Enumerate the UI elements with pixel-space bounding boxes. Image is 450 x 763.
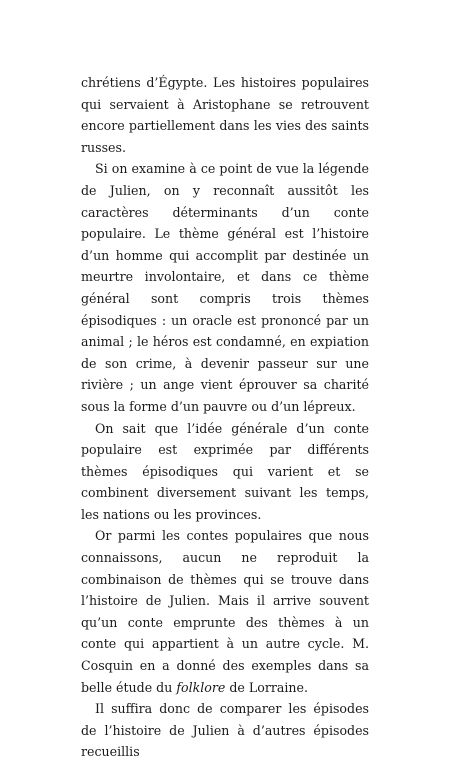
paragraph-4-text-before: Or parmi les contes populaires que nous connaissons, aucun ne reproduit la combinaison de thèmes qui se trouve dans l’histoire de Julien. Mais il arrive souvent qu’un conte emprunte des thèmes à un conte qui appartient à un autre cycle. M. Cosquin en a donné des exemples dans sa belle étude du xyxy=(81,528,369,695)
paragraph-1: chrétiens d’Égypte. Les histoires populaires qui servaient à Aristophane se retrouvent encore partiellement dans les vies des saints russes. xyxy=(81,75,369,155)
page-body xyxy=(81,72,369,763)
paragraph-4 xyxy=(81,525,369,698)
paragraph-3: On sait que l’idée générale d’un conte populaire est exprimée par différents thèmes épisodiques qui varient et se combinent diversement suivant les temps, les nations ou les provinces. xyxy=(81,420,369,522)
paragraph-4-emphasis: folklore xyxy=(176,679,226,695)
paragraph-2: Si on examine à ce point de vue la légende de Julien, on y reconnaît aussitôt les caractères déterminants d’un conte populaire. Le thème général est l’histoire d’un homme qui accomplit par destinée un meurtre involontaire, et dans ce thème général sont compris trois thèmes épisodiques : un oracle est prononcé par un animal ; le héros est condamné, en expiation de son crime, à devenir passeur sur une rivière ; un ange vient éprouver sa charité sous la forme d’un pauvre ou d’un lépreux. xyxy=(81,161,369,414)
paragraph-4-text-after: de Lorraine. xyxy=(225,679,308,695)
paragraph-5: Il suffira donc de comparer les épisodes de l’histoire de Julien à d’autres épisodes recueillis xyxy=(81,701,369,760)
